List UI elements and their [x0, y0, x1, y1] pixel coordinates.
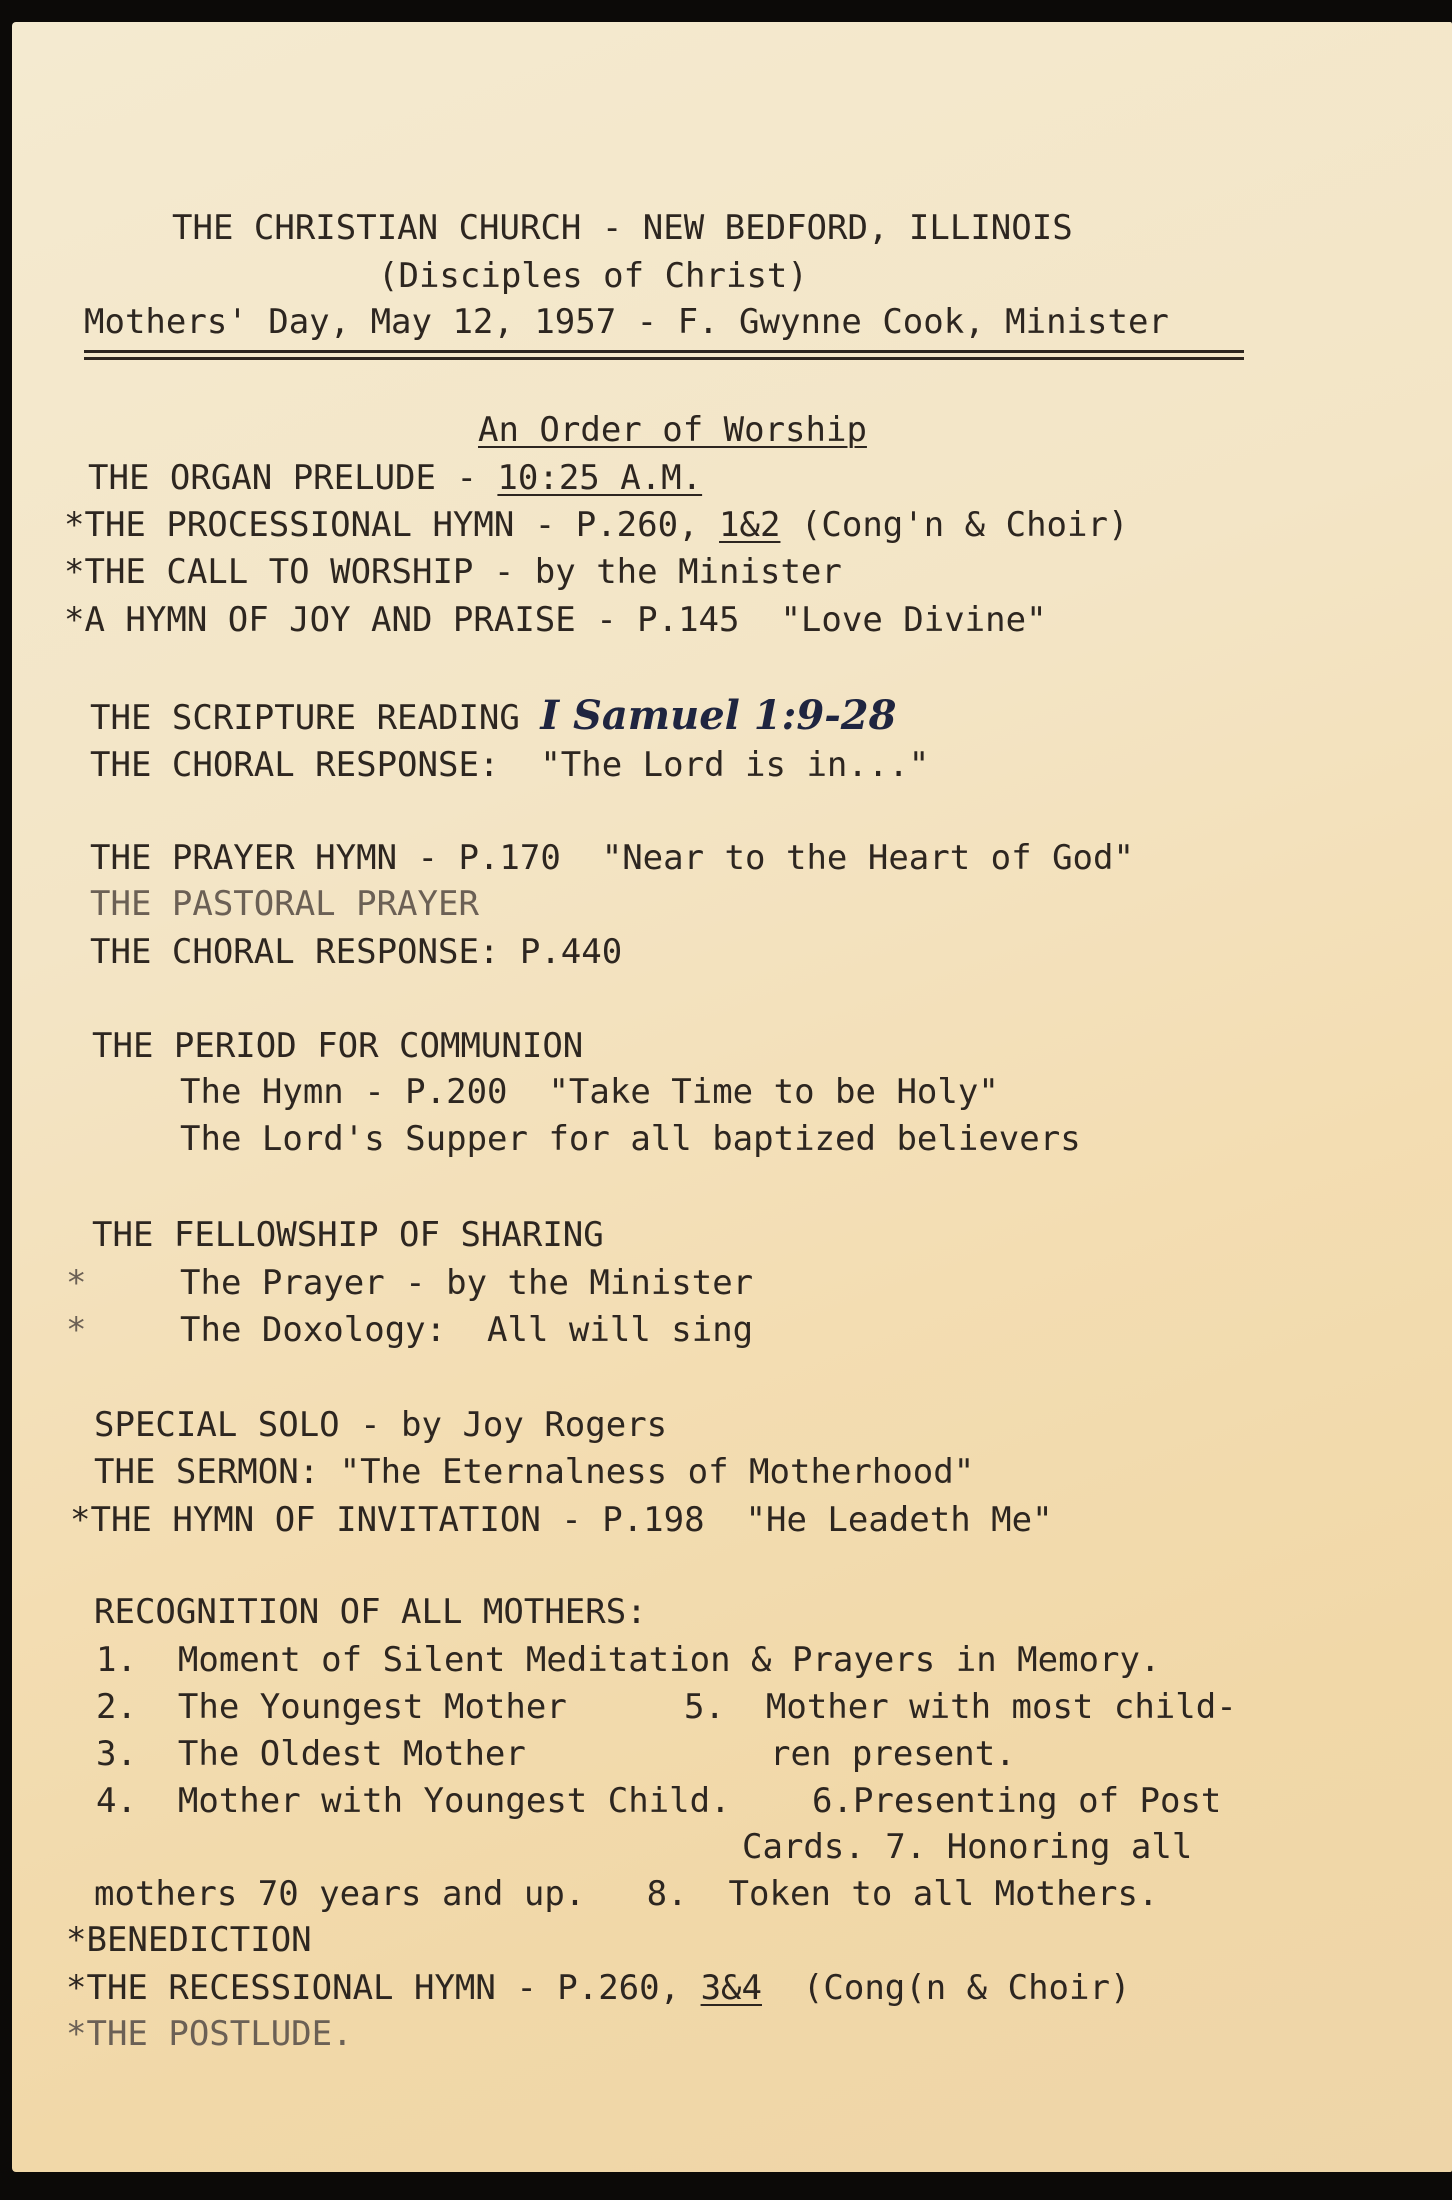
sermon: THE SERMON: "The Eternalness of Motherhood"	[94, 1452, 975, 1492]
prayer-hymn: THE PRAYER HYMN - P.170 "Near to the Heart of God"	[90, 838, 1134, 878]
recognition-item-1: 1. Moment of Silent Meditation & Prayers in Memory.	[96, 1640, 1161, 1680]
header-rule-top	[84, 350, 1244, 353]
special-solo: SPECIAL SOLO - by Joy Rogers	[94, 1405, 668, 1445]
header-rule-bottom	[84, 357, 1244, 360]
lords-supper: The Lord's Supper for all baptized believers	[180, 1119, 1081, 1159]
hymn-of-joy: *A HYMN OF JOY AND PRAISE - P.145 "Love Divine"	[64, 600, 1047, 640]
recognition-item-3: 3. The Oldest Mother	[96, 1734, 526, 1774]
scripture-handwritten: I Samuel 1:9-28	[540, 692, 897, 739]
recessional-tail: (Cong(n & Choir)	[761, 1968, 1131, 2008]
processional-tail: (Cong'n & Choir)	[780, 505, 1129, 545]
recognition-item-6: 6.Presenting of Post	[812, 1781, 1222, 1821]
communion-hymn: The Hymn - P.200 "Take Time to be Holy"	[180, 1072, 999, 1112]
choral-response-1: THE CHORAL RESPONSE: "The Lord is in..."	[90, 745, 930, 785]
processional-label: *THE PROCESSIONAL HYMN - P.260,	[64, 505, 720, 545]
hymn-of-invitation: *THE HYMN OF INVITATION - P.198 "He Leadeth Me"	[70, 1500, 1053, 1540]
recognition-item-2: 2. The Youngest Mother	[96, 1687, 567, 1727]
asterisk-mark: *	[66, 1263, 87, 1303]
recognition-item-7-8: mothers 70 years and up. 8. Token to all Mothers.	[94, 1874, 1159, 1914]
asterisk-mark: *	[66, 1310, 87, 1350]
call-to-worship: *THE CALL TO WORSHIP - by the Minister	[64, 552, 842, 592]
recognition-item-5-cont: ren present.	[770, 1734, 1016, 1774]
prelude-time: 10:25 A.M.	[497, 458, 703, 498]
processional-verses: 1&2	[719, 505, 781, 545]
period-for-communion: THE PERIOD FOR COMMUNION	[92, 1026, 584, 1066]
occasion-line: Mothers' Day, May 12, 1957 - F. Gwynne Cook, Minister	[84, 302, 1169, 342]
church-name: THE CHRISTIAN CHURCH - NEW BEDFORD, ILLINOIS	[172, 208, 1073, 248]
scripture-label: THE SCRIPTURE READING	[90, 698, 541, 738]
recognition-item-4: 4. Mother with Youngest Child.	[96, 1781, 731, 1821]
denomination: (Disciples of Christ)	[378, 256, 808, 296]
prelude-label: THE ORGAN PRELUDE -	[88, 458, 498, 498]
scripture-reading	[90, 692, 897, 739]
postlude: *THE POSTLUDE.	[66, 2014, 353, 2054]
recessional-hymn	[66, 1968, 1130, 2008]
benediction: *BENEDICTION	[66, 1920, 312, 1960]
fellowship-prayer: The Prayer - by the Minister	[180, 1263, 754, 1303]
processional-hymn	[64, 505, 1128, 545]
recessional-verses: 3&4	[700, 1968, 762, 2008]
choral-response-2: THE CHORAL RESPONSE: P.440	[90, 932, 623, 972]
recognition-item-5: 5. Mother with most child-	[684, 1687, 1237, 1727]
recognition-heading: RECOGNITION OF ALL MOTHERS:	[94, 1592, 647, 1632]
fellowship-of-sharing: THE FELLOWSHIP OF SHARING	[92, 1215, 604, 1255]
doxology: The Doxology: All will sing	[180, 1310, 754, 1350]
pastoral-prayer: THE PASTORAL PRAYER	[90, 884, 479, 924]
recognition-item-6-cont: Cards. 7. Honoring all	[742, 1827, 1193, 1867]
recessional-label: *THE RECESSIONAL HYMN - P.260,	[66, 1968, 701, 2008]
organ-prelude	[88, 458, 702, 498]
order-title: An Order of Worship	[478, 410, 867, 450]
